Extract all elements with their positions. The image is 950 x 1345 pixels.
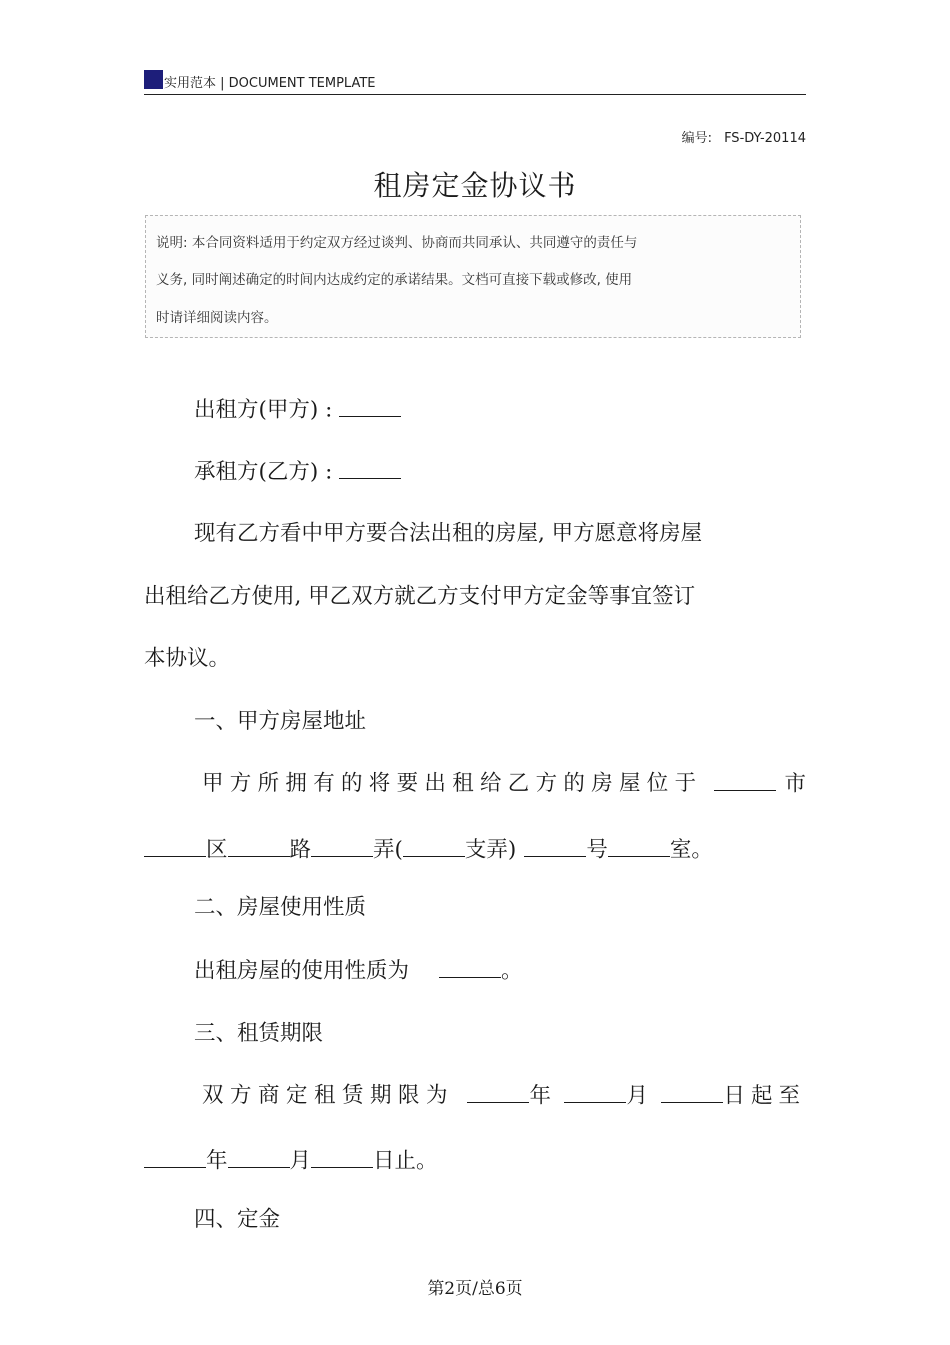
sublane-label: 支弄) — [464, 837, 517, 863]
start-day-field — [661, 1078, 806, 1110]
address-prefix: 甲方所拥有的将要出租给乙方的房屋位于 — [202, 771, 703, 796]
start-year-label: 年 — [529, 1083, 551, 1109]
logo-square — [144, 70, 163, 89]
term-line-1 — [202, 1078, 806, 1110]
address-line-2 — [144, 832, 713, 864]
start-month-blank[interactable] — [564, 1078, 626, 1103]
end-month-label: 月 — [289, 1148, 312, 1174]
city-label: 市 — [784, 771, 806, 797]
page-header — [144, 68, 806, 95]
document-number-value: FS-DY-20114 — [724, 131, 806, 146]
start-month-field — [564, 1078, 648, 1110]
sublane-blank[interactable] — [403, 832, 465, 857]
start-day-label: 日起至 — [723, 1083, 806, 1109]
end-day-blank[interactable] — [311, 1143, 373, 1168]
end-year-blank[interactable] — [144, 1143, 206, 1168]
usage-blank[interactable] — [439, 953, 501, 978]
start-year-field — [467, 1078, 551, 1110]
section2-heading: 二、房屋使用性质 — [194, 895, 367, 920]
document-title: 租房定金协议书 — [373, 169, 577, 202]
end-year-label: 年 — [206, 1148, 228, 1174]
address-line-1 — [202, 766, 806, 798]
lessee-blank[interactable] — [339, 454, 401, 479]
section4-heading: 四、定金 — [194, 1207, 281, 1232]
page-footer: 第2页/总6页 — [427, 1279, 523, 1299]
description-line: 时请详细阅读内容。 — [156, 310, 278, 326]
city-field — [714, 766, 806, 798]
intro-line: 现有乙方看中甲方要合法出租的房屋, 甲方愿意将房屋 — [194, 521, 703, 546]
intro-line: 出租给乙方使用, 甲乙双方就乙方支付甲方定金等事宜签订 — [144, 584, 696, 609]
term-prefix: 双方商定租赁期限为 — [202, 1083, 455, 1108]
lessor-line — [194, 392, 401, 424]
description-line: 说明: 本合同资料适用于约定双方经过谈判、协商而共同承认、共同遵守的责任与 — [156, 235, 638, 251]
section1-heading: 一、甲方房屋地址 — [194, 709, 367, 734]
room-label: 室。 — [669, 837, 713, 863]
end-day-label: 日止。 — [373, 1148, 438, 1174]
start-day-blank[interactable] — [661, 1078, 723, 1103]
district-blank[interactable] — [144, 832, 206, 857]
document-number-label: 编号: — [681, 131, 713, 146]
road-label: 路 — [289, 837, 312, 863]
section3-heading: 三、租赁期限 — [194, 1021, 324, 1046]
lessee-line — [194, 454, 401, 486]
lane-blank[interactable] — [311, 832, 373, 857]
number-blank[interactable] — [524, 832, 586, 857]
number-label: 号 — [586, 837, 608, 863]
usage-end: 。 — [501, 958, 523, 984]
start-month-label: 月 — [626, 1083, 648, 1109]
header-text: 实用范本 | DOCUMENT TEMPLATE — [164, 76, 376, 91]
lessor-blank[interactable] — [339, 392, 401, 417]
lessor-label: 出租方(甲方) : — [194, 397, 333, 423]
city-blank[interactable] — [714, 766, 776, 791]
district-label: 区 — [206, 837, 228, 863]
intro-line: 本协议。 — [144, 646, 231, 671]
term-line-2 — [144, 1143, 438, 1175]
description-line: 义务, 同时阐述确定的时间内达成约定的承诺结果。文档可直接下载或修改, 使用 — [156, 272, 633, 288]
room-blank[interactable] — [608, 832, 670, 857]
start-year-blank[interactable] — [467, 1078, 529, 1103]
document-number — [682, 127, 806, 146]
description-box — [145, 215, 801, 338]
lane-label: 弄( — [373, 837, 403, 863]
road-blank[interactable] — [228, 832, 290, 857]
usage-label: 出租房屋的使用性质为 — [194, 958, 410, 984]
usage-line — [194, 953, 523, 985]
end-month-blank[interactable] — [228, 1143, 290, 1168]
lessee-label: 承租方(乙方) : — [194, 459, 333, 485]
